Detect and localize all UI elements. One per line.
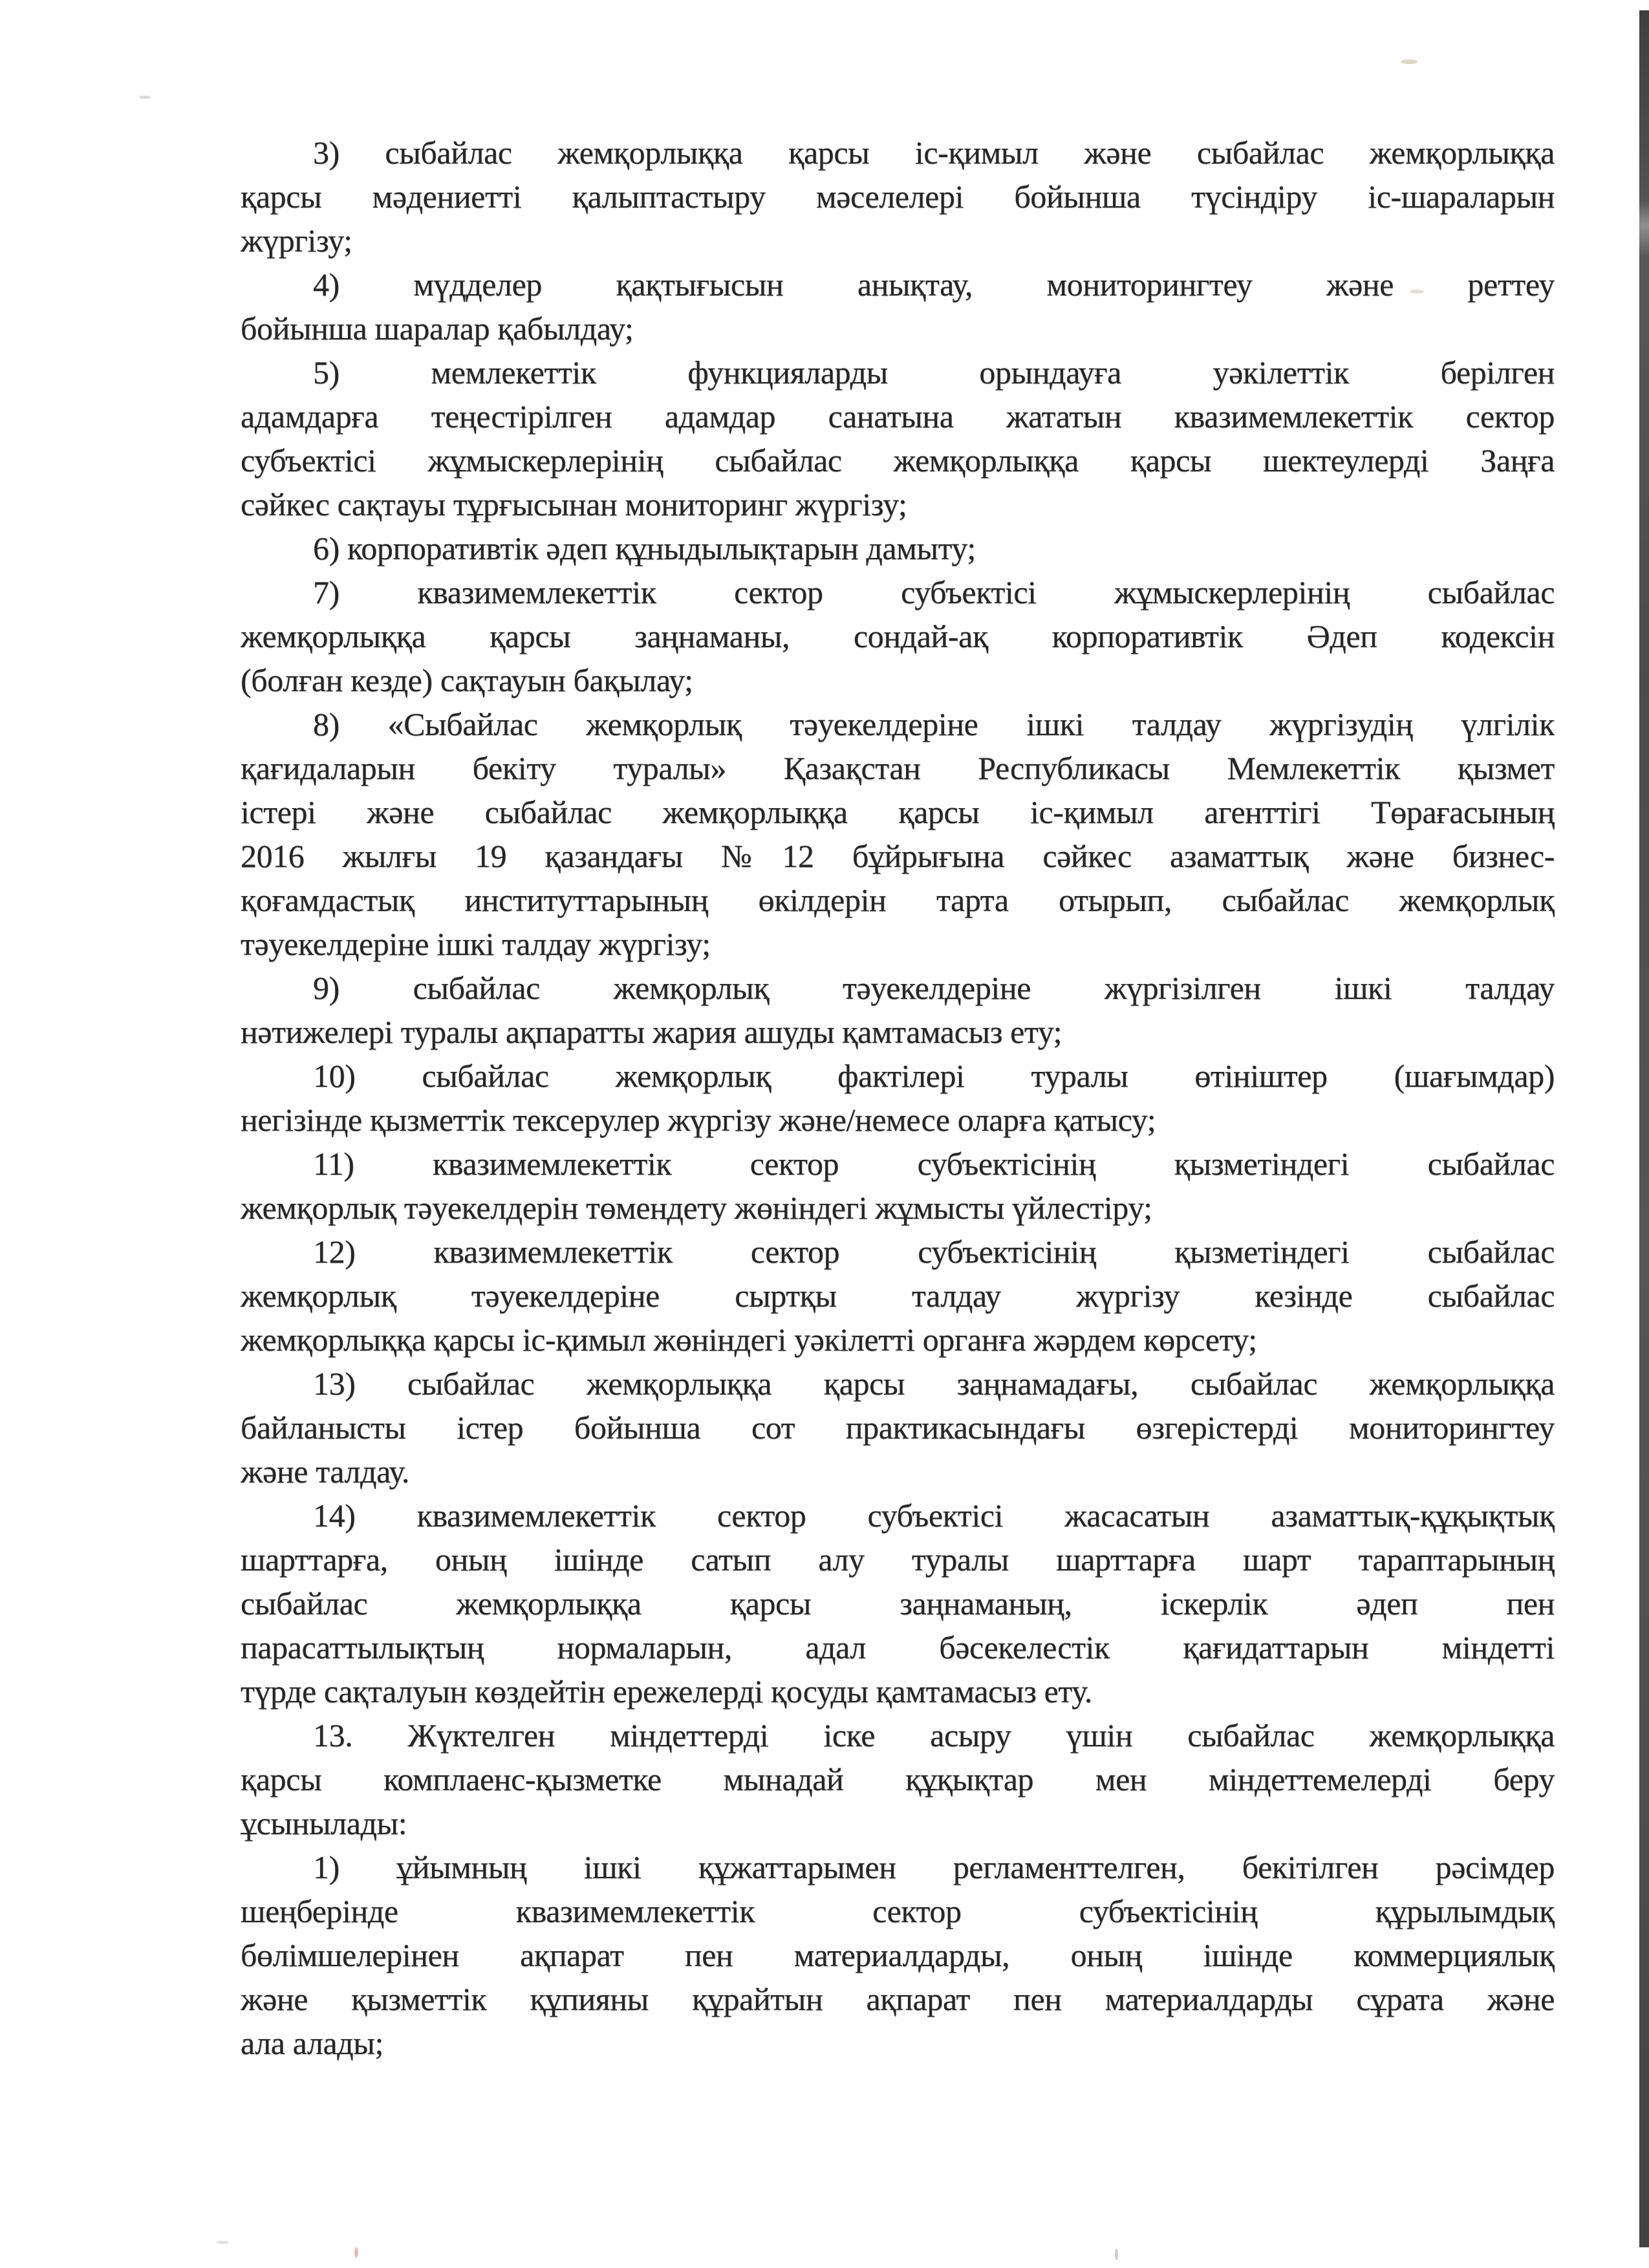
paragraph: [241, 1845, 1555, 2065]
text-line: 2016 жылғы 19 қазандағы №12 бұйрығына сәйкес азаматтық және бизнес-: [241, 838, 1555, 874]
text-line: 7) квазимемлекеттік сектор субъектісі жұмыскерлерінің сыбайлас: [313, 574, 1555, 610]
text-line: 13. Жүктелген міндеттерді іске асыру үшін сыбайлас жемқорлыққа: [313, 1717, 1555, 1753]
text-line: жемқорлық тәуекелдеріне сыртқы талдау жүргізу кезінде сыбайлас: [241, 1278, 1555, 1314]
text-line: қоғамдастық институттарының өкілдерін тарта отырып, сыбайлас жемқорлық: [241, 882, 1555, 918]
text-line: 8) «Сыбайлас жемқорлық тәуекелдеріне ішкі талдау жүргізудің үлгілік: [313, 706, 1555, 742]
text-line: адамдарға теңестірілген адамдар санатына жататын квазимемлекеттік сектор: [241, 398, 1555, 434]
scan-speck: [139, 96, 151, 99]
text-line: 12) квазимемлекеттік сектор субъектісінің қызметіндегі сыбайлас: [313, 1234, 1555, 1270]
paragraph: [241, 1230, 1555, 1362]
text-line: жемқорлыққа қарсы заңнаманы, сондай-ақ корпоративтік Әдеп кодексін: [241, 618, 1555, 654]
text-line: бойынша шаралар қабылдау;: [241, 310, 634, 347]
text-line: қағидаларын бекіту туралы» Қазақстан Республикасы Мемлекеттік қызмет: [241, 750, 1555, 786]
scan-speck: [354, 2247, 358, 2258]
text-line: және талдау.: [241, 1453, 410, 1490]
text-line: бөлімшелерінен ақпарат пен материалдарды, оның ішінде коммерциялық: [241, 1937, 1555, 1973]
paragraph: [241, 570, 1555, 702]
text-line: ұсынылады:: [241, 1805, 407, 1841]
paragraph: [241, 966, 1555, 1054]
scan-speck: [1401, 59, 1417, 64]
text-line: түрде сақталуын көздейтін ережелерді қосуды қамтамасыз ету.: [241, 1673, 1092, 1709]
paragraph: [241, 1054, 1555, 1142]
text-line: сыбайлас жемқорлыққа қарсы заңнаманың, іскерлік әдеп пен: [241, 1585, 1555, 1621]
text-line: қарсы мәдениетті қалыптастыру мәселелері бойынша түсіндіру іс-шараларын: [241, 178, 1555, 215]
text-line: 5) мемлекеттік функцияларды орындауға уәкілеттік берілген: [313, 354, 1555, 390]
scan-speck: [216, 2241, 229, 2244]
paragraph: [241, 1713, 1555, 1845]
paragraph: [241, 1493, 1555, 1713]
paragraph: [241, 131, 1555, 262]
text-line: тәуекелдеріне ішкі талдау жүргізу;: [241, 926, 711, 962]
text-line: байланысты істер бойынша сот практикасындағы өзгерістерді мониторингтеу: [241, 1409, 1555, 1446]
text-line: қарсы комплаенс-қызметке мынадай құқықтар мен міндеттемелерді беру: [241, 1761, 1555, 1797]
document-text: [241, 131, 1555, 2065]
text-line: ала алады;: [241, 2025, 383, 2061]
text-line: 11) квазимемлекеттік сектор субъектісінің қызметіндегі сыбайлас: [313, 1146, 1555, 1182]
text-line: 9) сыбайлас жемқорлық тәуекелдеріне жүргізілген ішкі талдау: [313, 970, 1555, 1006]
paragraph: [241, 702, 1555, 966]
text-line: жемқорлық тәуекелдерін төмендету жөніндегі жұмысты үйлестіру;: [241, 1190, 1152, 1226]
text-line: 3) сыбайлас жемқорлыққа қарсы іс-қимыл және сыбайлас жемқорлыққа: [313, 134, 1555, 171]
text-line: 10) сыбайлас жемқорлық фактілері туралы өтініштер (шағымдар): [313, 1058, 1555, 1094]
paragraph: [241, 526, 1555, 570]
text-line: 4) мүдделер қақтығысын анықтау, мониторингтеу және реттеу: [313, 266, 1555, 303]
text-line: 14) квазимемлекеттік сектор субъектісі жасасатын азаматтық-құқықтық: [313, 1497, 1555, 1534]
text-line: парасаттылықтың нормаларын, адал бәсекелестік қағидаттарын міндетті: [241, 1629, 1555, 1665]
scan-speck: [1115, 2249, 1118, 2260]
paragraph: [241, 1362, 1555, 1493]
paragraph: [241, 1142, 1555, 1230]
text-line: және қызметтік құпияны құрайтын ақпарат пен материалдарды сұрата және: [241, 1981, 1555, 2017]
paragraph: [241, 350, 1555, 526]
text-line: 1) ұйымның ішкі құжаттарымен регламенттелген, бекітілген рәсімдер: [313, 1849, 1555, 1885]
text-line: негізінде қызметтік тексерулер жүргізу және/немесе оларға қатысу;: [241, 1102, 1156, 1138]
scanner-edge-shadow: [1639, 10, 1649, 2247]
text-line: сәйкес сақтауы тұрғысынан мониторинг жүргізу;: [241, 486, 907, 522]
text-line: істері және сыбайлас жемқорлыққа қарсы іс-қимыл агенттігі Төрағасының: [241, 794, 1555, 830]
text-line: шеңберінде квазимемлекеттік сектор субъектісінің құрылымдық: [241, 1893, 1555, 1929]
text-line: субъектісі жұмыскерлерінің сыбайлас жемқорлыққа қарсы шектеулерді Заңға: [241, 442, 1555, 478]
text-line: (болған кезде) сақтауын бақылау;: [241, 662, 693, 698]
text-line: нәтижелері туралы ақпаратты жария ашуды қамтамасыз ету;: [241, 1014, 1062, 1050]
text-line: жемқорлыққа қарсы іс-қимыл жөніндегі уәкілетті органға жәрдем көрсету;: [241, 1321, 1257, 1358]
paragraph: [241, 262, 1555, 350]
text-line: 6) корпоративтік әдеп құныдылықтарын дамыту;: [313, 530, 976, 566]
text-line: жүргізу;: [241, 222, 352, 259]
text-line: шарттарға, оның ішінде сатып алу туралы шарттарға шарт тараптарының: [241, 1541, 1555, 1578]
text-line: 13) сыбайлас жемқорлыққа қарсы заңнамадағы, сыбайлас жемқорлыққа: [313, 1365, 1555, 1402]
